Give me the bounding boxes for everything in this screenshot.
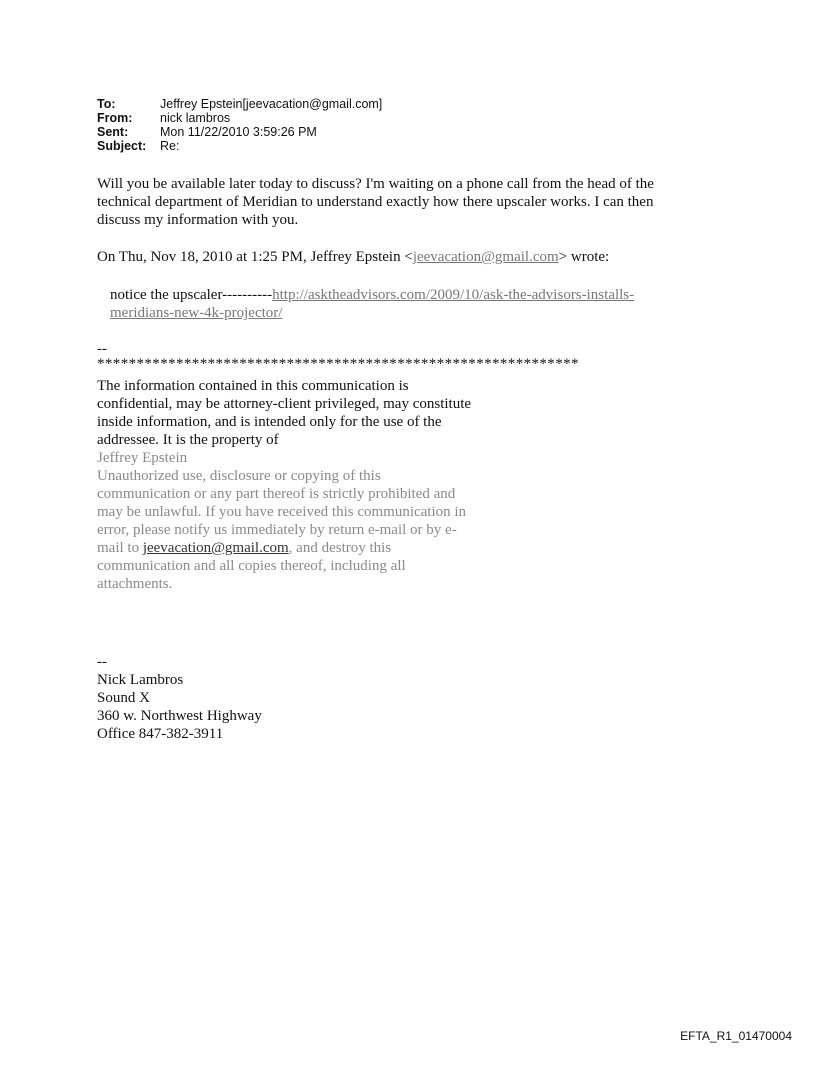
from-label: From:: [97, 111, 133, 125]
reply-prefix: On Thu, Nov 18, 2010 at 1:25 PM, Jeffrey Epstein <: [97, 249, 413, 265]
quote-text: notice the upscaler----------: [110, 287, 273, 303]
signature-company: Sound X: [97, 690, 150, 706]
to-label: To:: [97, 97, 116, 111]
disclaimer-stars: *************************************************************: [97, 356, 579, 372]
disclaimer-dashes: --: [97, 341, 107, 357]
header-from-row: [97, 111, 382, 125]
notice-before: Unauthorized use, disclosure or copying of this communication or any part thereof is strictly prohibited and may be unlawful. If you have received this communication in error, please notify us immediately by return e-mail or by e-mail to: [97, 468, 467, 556]
quoted-message: [110, 286, 690, 322]
disclaimer-owner: Jeffrey Epstein: [97, 450, 188, 466]
from-value: nick lambros: [160, 111, 231, 125]
header-sent-row: [97, 125, 382, 139]
header-to-row: [97, 97, 382, 111]
email-header: [97, 97, 382, 153]
subject-value: Re:: [160, 139, 180, 153]
reply-suffix: > wrote:: [558, 249, 610, 265]
signature-dashes: --: [97, 654, 107, 670]
disclaimer-notice: [97, 467, 477, 593]
notice-after: , and destroy this communication and all copies thereof, including all attachments.: [97, 540, 406, 592]
signature-name: Nick Lambros: [97, 672, 184, 688]
signature-block: [97, 653, 262, 743]
document-id: EFTA_R1_01470004: [680, 1029, 792, 1043]
sent-value: Mon 11/22/2010 3:59:26 PM: [160, 125, 317, 139]
sent-label: Sent:: [97, 125, 129, 139]
signature-phone: Office 847-382-3911: [97, 726, 224, 742]
quote-url-link[interactable]: http://asktheadvisors.com/2009/10/ask-the-advisors-installs-meridians-new-4k-projector/: [110, 287, 635, 321]
confidentiality-disclaimer: [97, 377, 477, 593]
to-value: Jeffrey Epstein[jeevacation@gmail.com]: [160, 97, 383, 111]
reply-email-link[interactable]: jeevacation@gmail.com: [412, 249, 559, 265]
notice-email-link[interactable]: jeevacation@gmail.com: [142, 540, 289, 556]
reply-attribution: [97, 248, 609, 266]
disclaimer-intro: The information contained in this communication is confidential, may be attorney-client privileged, may constitute inside information, and is intended only for the use of the addressee. It is the property of: [97, 378, 472, 448]
signature-address: 360 w. Northwest Highway: [97, 708, 262, 724]
header-subject-row: [97, 139, 382, 153]
message-body: Will you be available later today to discuss? I'm waiting on a phone call from the head of the technical department of Meridian to understand exactly how there upscaler works. I can then discuss my information with you.: [97, 176, 654, 228]
subject-label: Subject:: [97, 139, 147, 153]
